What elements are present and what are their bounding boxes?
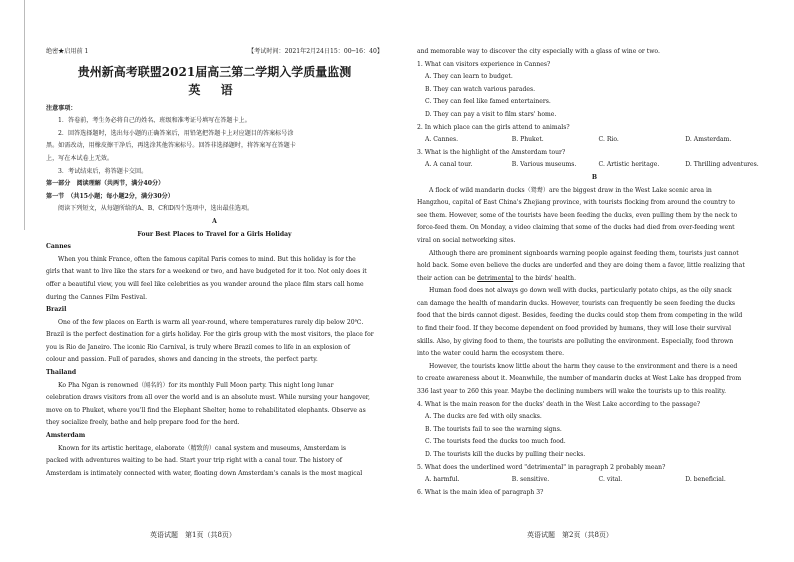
text-line: hold back. Some even believe the ducks are underfed and they are doing them a favor, little realizing that xyxy=(417,262,745,270)
notice-line: 上，写在本试卷上无效。 xyxy=(46,154,114,162)
notice-line: 2．回答选择题时，选出每小题的正确答案后，用铅笔把答题卡上对应题目的答案标号涂 xyxy=(58,129,294,137)
option: B. The tourists fail to see the warning signs. xyxy=(425,425,562,433)
text-line: Brazil is the perfect destination for a girls holiday. For the girls group with the most visitors, the place for xyxy=(46,331,374,339)
text-line: force-feed them. On Monday, a video claiming that some of the ducks had died from over-feeding went xyxy=(417,224,735,232)
question-2: 2. In which place can the girls attend to animals? xyxy=(417,123,570,131)
page-2 xyxy=(397,0,794,562)
option: B. sensitive. xyxy=(511,476,550,484)
question-4: 4. What is the main reason for the ducks' death in the West Lake according to the passage? xyxy=(417,400,701,408)
option: A. A canal tour. xyxy=(425,161,473,169)
question-3: 3. What is the highlight of the Amsterdam tour? xyxy=(417,148,566,156)
subject-title: 英 语 xyxy=(188,82,241,97)
text-line: skills. Also, by giving food to them, the tourists are polluting the environment. Especially, food thrown xyxy=(417,337,734,345)
text-line: Known for its artistic heritage, elaborate（精致的）canal system and museums, Amsterdam is xyxy=(58,444,347,452)
notice-line: 黑。如需改动，用橡皮擦干净后，再选涂其他答案标号。回答非选择题时，将答案写在答题卡 xyxy=(46,142,296,150)
option: D. beneficial. xyxy=(685,476,726,484)
section-heading: 第一节 （共15小题；每小题2分，满分30分） xyxy=(46,192,174,200)
passage-title: Four Best Places to Travel for a Girls Holiday xyxy=(137,230,292,238)
option: D. Amsterdam. xyxy=(685,136,732,144)
option: D. Thrilling adventures. xyxy=(685,161,759,169)
option: C. They can feel like famed entertainers. xyxy=(425,98,551,106)
text-line: packed with adventures waiting to be had. Start your trip right with a canal tour. The history of xyxy=(46,457,343,465)
option: A. harmful. xyxy=(425,476,460,484)
question-1: 1. What can visitors experience in Cannes? xyxy=(417,60,551,68)
notice-line: 1．答卷前，考生务必将自己的姓名、班级和准考证号填写在答题卡上。 xyxy=(58,117,251,125)
text-line: to find their food. If they become dependent on food provided by humans, they will lose their survival xyxy=(417,325,732,333)
instruction: 阅读下列短文，从每题所给的A、B、C和D四个选项中，选出最佳选项。 xyxy=(58,205,254,213)
secret-label: 绝密★启用前 1 xyxy=(46,48,89,55)
notice-heading: 注意事项： xyxy=(46,104,77,112)
text-line: can damage the health of mandarin ducks. However, tourists can frequently be seen feeding the ducks xyxy=(417,299,736,307)
section-amsterdam: Amsterdam xyxy=(46,432,86,440)
underlined-word: detrimental xyxy=(477,274,514,282)
options-row xyxy=(417,134,772,147)
passage-label: B xyxy=(591,173,598,181)
option: B. Various museums. xyxy=(511,161,577,169)
text-line: A flock of wild mandarin ducks（鸳鸯）are the biggest draw in the West Lake scenic area in xyxy=(429,186,712,194)
text-line: offer a beautiful view, you will feel like celebrities as you wander around the place film stars call home xyxy=(46,280,364,288)
options-row xyxy=(417,474,772,487)
text-line: during the Cannes Film Festival. xyxy=(46,293,148,301)
option: C. Rio. xyxy=(598,136,619,144)
section-thailand: Thailand xyxy=(46,369,77,377)
question-6: 6. What is the main idea of paragraph 3? xyxy=(417,488,544,496)
text-line: see them. However, some of the tourists have been feeding the ducks, even pulling them by the neck to xyxy=(417,211,738,219)
text-fragment: to the birds' health. xyxy=(513,274,577,282)
section-cannes: Cannes xyxy=(46,243,71,251)
text-line xyxy=(417,273,772,286)
option: C. Artistic heritage. xyxy=(598,161,660,169)
text-line: food that the birds cannot digest. Besides, feeding the ducks could stop them from competing in the wild xyxy=(417,312,743,320)
text-line: Amsterdam is intimately connected with water, floating down Amsterdam's canals is the most magical xyxy=(46,469,363,477)
exam-time: 【考试时间：2021年2月24日15：00─16：40】 xyxy=(248,48,383,55)
part-heading: 第一部分 阅读理解（共两节，满分40分） xyxy=(46,180,165,188)
option: A. They can learn to budget. xyxy=(425,73,513,81)
text-line: move on to Phuket, where you'll find the Elephant Shelter, home to rehabilitated elephants. Observe as xyxy=(46,406,366,414)
text-line: However, the tourists know little about the harm they cause to the environment and there is a need xyxy=(429,362,738,370)
text-line: viral on social networking sites. xyxy=(417,236,516,244)
text-line: One of the few places on Earth is warm all year-round, where temperatures rarely dip below 20℃. xyxy=(58,318,364,326)
exam-title: 贵州新高考联盟2021届高三第二学期入学质量监测 xyxy=(77,64,352,79)
page-footer: 英语试题 第2页（共8页） xyxy=(527,531,613,539)
text-line: celebration draws visitors from all over the world and is an absolute must. While nursing your hangover, xyxy=(46,394,370,402)
text-line: you is Rio de Janeiro. The iconic Rio Carnival, is truly where Brazil comes to life in an explosion of xyxy=(46,343,350,351)
text-fragment: their action can be xyxy=(417,274,478,282)
text-line: Although there are prominent signboards warning people against feeding them, tourists just cannot xyxy=(429,249,739,257)
notice-line: 3．考试结束后，将答题卡交回。 xyxy=(58,167,148,175)
text-line: When you think France, often the famous capital Paris comes to mind. But this holiday is for the xyxy=(58,255,356,263)
option: B. Phuket. xyxy=(511,136,544,144)
text-line: Ko Pha Ngan is renowned（闻名的）for its monthly Full Moon party. This night long lunar xyxy=(58,381,334,389)
options-row xyxy=(417,159,772,172)
option: D. They can pay a visit to film stars' home. xyxy=(425,110,557,118)
text-line: to create awareness about it. Meanwhile, the number of mandarin ducks at West Lake has dropped from xyxy=(417,375,742,383)
option: A. The ducks are fed with oily snacks. xyxy=(425,413,542,421)
option: A. Cannes. xyxy=(425,136,459,144)
text-line: into the water could harm the ecosystem there. xyxy=(417,350,565,358)
text-line: girls that want to live like the stars for a weekend or two, and have budgeted for it too. Not only does it xyxy=(46,268,367,276)
text-line: Human food does not always go down well with ducks, particularly potato chips, as the oily snack xyxy=(429,287,732,295)
question-5: 5. What does the underlined word "detrimental" in paragraph 2 probably mean? xyxy=(417,463,666,471)
text-line: 336 last year to 260 this year. Maybe the declining numbers will wake the tourists up to this reality. xyxy=(417,388,727,396)
option: C. vital. xyxy=(598,476,623,484)
text-line: and memorable way to discover the city especially with a glass of wine or two. xyxy=(417,48,660,55)
text-line: Hangzhou, capital of East China's Zhejiang province, with tourists flocking from around the country to xyxy=(417,199,735,207)
option: B. They can watch various parades. xyxy=(425,85,536,93)
passage-label: A xyxy=(212,217,217,225)
text-line: colour and passion. Full of parades, shows and dancing in the streets, the perfect party. xyxy=(46,356,318,364)
option: C. The tourists feed the ducks too much food. xyxy=(425,438,566,446)
option: D. The tourists kill the ducks by pulling their necks. xyxy=(425,451,586,458)
page-footer: 英语试题 第1页（共8页） xyxy=(150,531,236,539)
section-brazil: Brazil xyxy=(46,306,67,314)
text-line: they socialize freely, bathe and help prepare food for the herd. xyxy=(46,419,240,427)
header-row xyxy=(46,46,383,59)
